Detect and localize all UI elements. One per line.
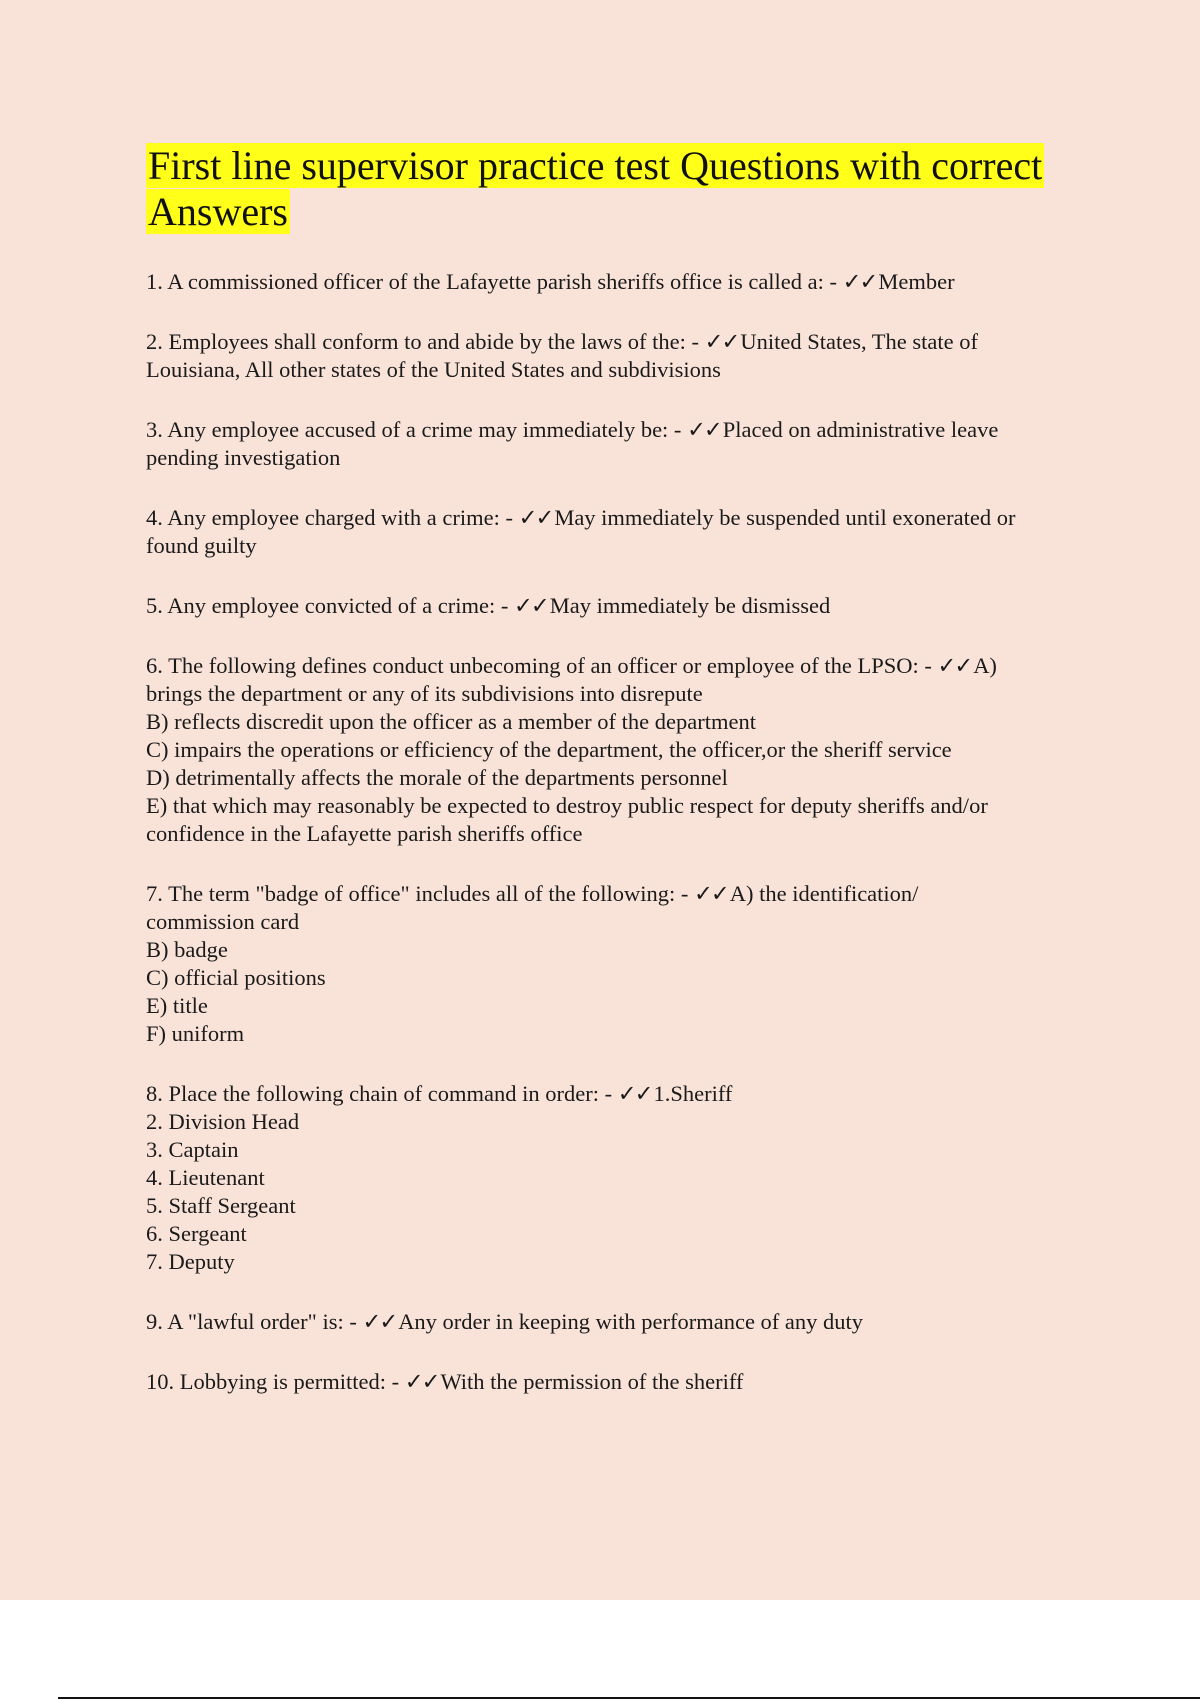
answer-text: Any order in keeping with performance of any duty (398, 1309, 864, 1334)
double-check-icon: ✓✓ (514, 593, 548, 618)
answer-text: Member (878, 269, 955, 294)
qa-item (146, 1368, 1096, 1396)
question-text: 4. Any employee charged with a crime: - (146, 505, 513, 530)
answer-line: confidence in the Lafayette parish sheriffs office (146, 821, 583, 846)
qa-first-line (146, 592, 1096, 620)
answer-line: commission card (146, 909, 300, 934)
answer-text: With the permission of the sheriff (440, 1369, 744, 1394)
answer-line: 2. Division Head (146, 1109, 300, 1134)
answer-line: E) title (146, 993, 208, 1018)
qa-first-line (146, 1080, 1096, 1108)
document-title (146, 143, 1086, 235)
answer-line: D) detrimentally affects the morale of the departments personnel (146, 765, 728, 790)
answer-text: Placed on administrative leave (722, 417, 999, 442)
qa-item (146, 592, 1096, 620)
answer-line: C) impairs the operations or efficiency of the department, the officer,or the sheriff service (146, 737, 952, 762)
question-text: 6. The following defines conduct unbecoming of an officer or employee of the LPSO: - (146, 653, 932, 678)
answer-text: May immediately be dismissed (549, 593, 831, 618)
answer-line: Louisiana, All other states of the United States and subdivisions (146, 357, 721, 382)
qa-item (146, 416, 1096, 472)
answer-text: 1.Sheriff (653, 1081, 733, 1106)
qa-first-line (146, 652, 1096, 680)
question-text: 3. Any employee accused of a crime may immediately be: - (146, 417, 682, 442)
double-check-icon: ✓✓ (404, 1369, 439, 1394)
answer-line: F) uniform (146, 1021, 245, 1046)
answer-line: E) that which may reasonably be expected to destroy public respect for deputy sheriffs and/or (146, 793, 988, 818)
question-text: 1. A commissioned officer of the Lafayette parish sheriffs office is called a: - (146, 269, 838, 294)
question-text: 5. Any employee convicted of a crime: - (146, 593, 509, 618)
question-text: 2. Employees shall conform to and abide by the laws of the: - (146, 329, 699, 354)
answer-text: A) (973, 653, 997, 678)
answer-line: 7. Deputy (146, 1249, 235, 1274)
qa-first-line (146, 328, 1096, 356)
qa-item (146, 880, 1096, 1048)
qa-first-line (146, 1368, 1096, 1396)
question-text: 10. Lobbying is permitted: - (146, 1369, 400, 1394)
question-text: 8. Place the following chain of command in order: - (146, 1081, 613, 1106)
double-check-icon: ✓✓ (842, 269, 877, 294)
qa-first-line (146, 504, 1096, 532)
question-text: 9. A "lawful order" is: - (146, 1309, 357, 1334)
double-check-icon: ✓✓ (617, 1081, 652, 1106)
qa-first-line (146, 268, 1096, 296)
double-check-icon: ✓✓ (518, 505, 553, 530)
double-check-icon: ✓✓ (362, 1309, 397, 1334)
answer-line: 5. Staff Sergeant (146, 1193, 296, 1218)
answer-line: pending investigation (146, 445, 341, 470)
answer-line: 4. Lieutenant (146, 1165, 265, 1190)
qa-first-line (146, 416, 1096, 444)
qa-list (146, 268, 1096, 1428)
answer-text: May immediately be suspended until exonerated or (554, 505, 1016, 530)
question-text: 7. The term "badge of office" includes all of the following: - (146, 881, 689, 906)
answer-text: United States, The state of (740, 329, 978, 354)
footer-divider (58, 1697, 1200, 1699)
double-check-icon: ✓✓ (937, 653, 972, 678)
answer-line: 3. Captain (146, 1137, 239, 1162)
qa-first-line (146, 1308, 1096, 1336)
qa-first-line (146, 880, 1096, 908)
qa-item (146, 1308, 1096, 1336)
answer-line: B) reflects discredit upon the officer as a member of the department (146, 709, 756, 734)
answer-line: found guilty (146, 533, 257, 558)
qa-item (146, 504, 1096, 560)
answer-text: A) the identification/ (729, 881, 919, 906)
qa-item (146, 328, 1096, 384)
qa-item (146, 268, 1096, 296)
answer-line: 6. Sergeant (146, 1221, 247, 1246)
answer-line: C) official positions (146, 965, 326, 990)
double-check-icon: ✓✓ (687, 417, 721, 442)
double-check-icon: ✓✓ (694, 881, 728, 906)
document-title-text: First line supervisor practice test Questions with correct Answers (148, 143, 1043, 234)
double-check-icon: ✓✓ (704, 329, 739, 354)
answer-line: brings the department or any of its subdivisions into disrepute (146, 681, 703, 706)
qa-item (146, 652, 1096, 848)
qa-item (146, 1080, 1096, 1276)
answer-line: B) badge (146, 937, 228, 962)
